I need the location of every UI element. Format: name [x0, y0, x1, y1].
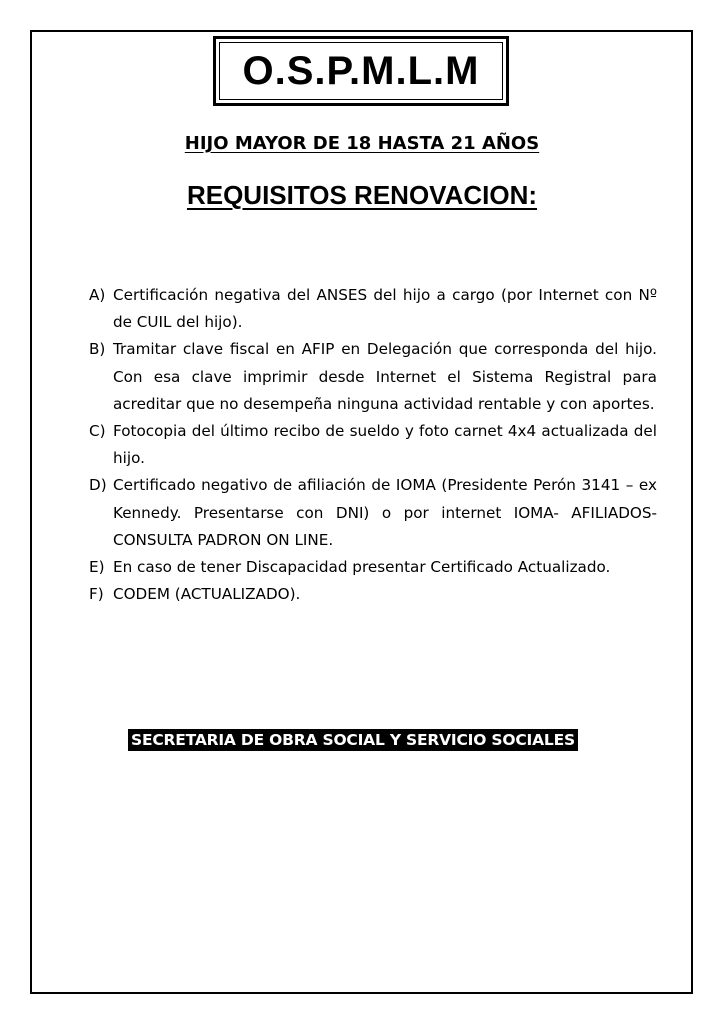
- requirement-text: En caso de tener Discapacidad presentar Certificado Actualizado.: [113, 558, 611, 577]
- requirement-letter: D): [89, 476, 107, 495]
- requirement-item: [89, 336, 657, 418]
- requirement-text: CODEM (ACTUALIZADO).: [113, 585, 301, 604]
- requirement-item: [89, 418, 657, 472]
- logo-box: [213, 36, 509, 106]
- requirement-item: [89, 581, 657, 608]
- requirement-letter: C): [89, 422, 106, 441]
- requirement-letter: B): [89, 340, 106, 359]
- document-heading: [0, 180, 724, 211]
- logo-text: O.S.P.M.L.M: [219, 42, 503, 100]
- heading-text: REQUISITOS RENOVACION:: [186, 180, 538, 210]
- requirement-text: Certificado negativo de afiliación de IOMA (Presidente Perón 3141 – ex Kennedy. Presentarse con DNI) o por internet IOMA- AFILIADOS-CONSULTA PADRON ON LINE.: [113, 476, 657, 549]
- requirement-text: Certificación negativa del ANSES del hijo a cargo (por Internet con Nº de CUIL del hijo).: [113, 286, 657, 332]
- requirement-text: Tramitar clave fiscal en AFIP en Delegación que corresponda del hijo. Con esa clave imprimir desde Internet el Sistema Registral para acreditar que no desempeña ninguna actividad rentable y con aportes.: [113, 340, 657, 413]
- subtitle-text: HIJO MAYOR DE 18 HASTA 21 AÑOS: [184, 133, 540, 154]
- requirements-list: [89, 282, 657, 608]
- requirement-letter: A): [89, 286, 106, 304]
- requirement-letter: F): [89, 585, 104, 604]
- footer-banner: SECRETARIA DE OBRA SOCIAL Y SERVICIO SOCIALES: [128, 729, 578, 751]
- requirement-letter: E): [89, 558, 105, 577]
- requirement-item: [89, 554, 657, 581]
- requirement-item: [89, 282, 657, 336]
- requirement-text: Fotocopia del último recibo de sueldo y foto carnet 4x4 actualizada del hijo.: [113, 422, 657, 468]
- document-subtitle: [0, 133, 724, 154]
- requirement-item: [89, 472, 657, 554]
